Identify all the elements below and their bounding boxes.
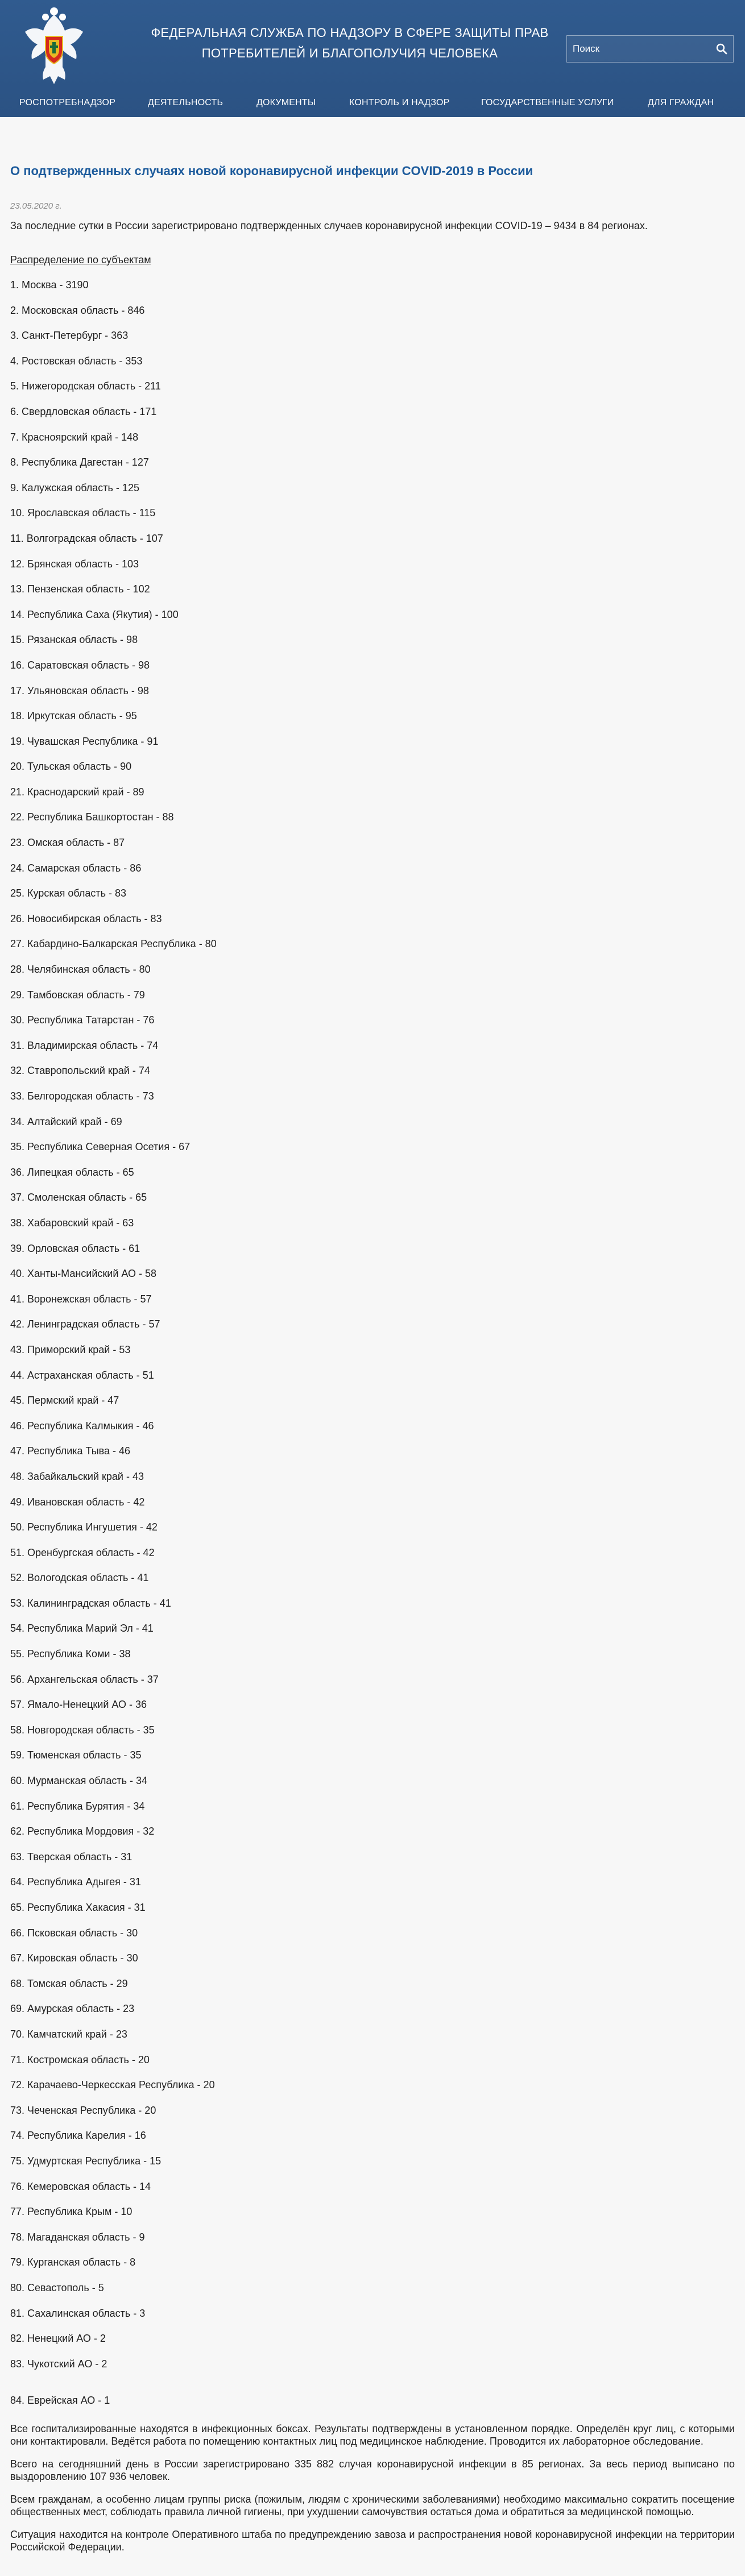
region-item: 83. Чукотский АО - 2 xyxy=(10,2358,107,2370)
article-paragraph: Все госпитализированные находятся в инфекционных боксах. Результаты подтверждены в установленном порядке. Определён круг лиц, с которыми они контактировали. Ведётся работа по помещению контактных лиц под медицинское наблюдение. Проводится их лабораторное обследование. xyxy=(10,2422,735,2447)
region-item: 12. Брянская область - 103 xyxy=(10,558,139,570)
site-header xyxy=(0,0,745,117)
region-item: 46. Республика Калмыкия - 46 xyxy=(10,1420,154,1432)
region-item: 45. Пермский край - 47 xyxy=(10,1395,119,1407)
region-item: 61. Республика Бурятия - 34 xyxy=(10,1800,145,1812)
region-item: 36. Липецкая область - 65 xyxy=(10,1166,134,1178)
region-item: 17. Ульяновская область - 98 xyxy=(10,685,149,696)
nav-item-rospotrebnadzor[interactable]: РОСПОТРЕБНАДЗОР xyxy=(19,98,116,107)
article-paragraph: Всего на сегодняшний день в России зарегистрировано 335 882 случая коронавирусной инфекции в 85 регионах. За весь период выписано по выздоровлению 107 936 человек. xyxy=(10,2458,735,2482)
region-item: 34. Алтайский край - 69 xyxy=(10,1115,122,1127)
region-item: 22. Республика Башкортостан - 88 xyxy=(10,811,174,823)
region-item: 38. Хабаровский край - 63 xyxy=(10,1217,134,1229)
region-item: 66. Псковская область - 30 xyxy=(10,1927,138,1939)
region-item: 7. Красноярский край - 148 xyxy=(10,431,139,443)
region-item: 65. Республика Хакасия - 31 xyxy=(10,1902,146,1913)
region-item: 23. Омская область - 87 xyxy=(10,837,125,849)
region-item: 32. Ставропольский край - 74 xyxy=(10,1065,150,1077)
region-item: 47. Республика Тыва - 46 xyxy=(10,1445,131,1457)
agency-name-line1: ФЕДЕРАЛЬНАЯ СЛУЖБА ПО НАДЗОРУ В СФЕРЕ ЗАЩИТЫ ПРАВ xyxy=(151,26,549,40)
region-item: 27. Кабардино-Балкарская Республика - 80 xyxy=(10,938,217,950)
region-item: 30. Республика Татарстан - 76 xyxy=(10,1014,155,1026)
region-item: 68. Томская область - 29 xyxy=(10,1977,128,1989)
region-item: 37. Смоленская область - 65 xyxy=(10,1192,147,1204)
region-item: 78. Магаданская область - 9 xyxy=(10,2231,145,2243)
article xyxy=(0,117,745,2563)
region-item: 6. Свердловская область - 171 xyxy=(10,405,157,417)
region-item: 21. Краснодарский край - 89 xyxy=(10,786,144,798)
region-item: 4. Ростовская область - 353 xyxy=(10,355,143,367)
region-item: 43. Приморский край - 53 xyxy=(10,1343,131,1355)
nav-item-for-citizens[interactable]: ДЛЯ ГРАЖДАН xyxy=(648,98,714,107)
agency-name xyxy=(145,23,554,64)
region-item: 14. Республика Саха (Якутия) - 100 xyxy=(10,608,179,620)
region-item: 84. Еврейская АО - 1 xyxy=(10,2395,110,2407)
region-item: 48. Забайкальский край - 43 xyxy=(10,1470,144,1482)
region-item: 26. Новосибирская область - 83 xyxy=(10,912,162,924)
region-item: 77. Республика Крым - 10 xyxy=(10,2206,133,2218)
magnifier-icon xyxy=(716,43,727,55)
region-item: 25. Курская область - 83 xyxy=(10,887,127,899)
search-input[interactable] xyxy=(567,43,710,55)
nav-item-activity[interactable]: ДЕЯТЕЛЬНОСТЬ xyxy=(148,98,224,107)
region-item: 13. Пензенская область - 102 xyxy=(10,583,150,595)
region-item: 67. Кировская область - 30 xyxy=(10,1952,138,1964)
region-item: 2. Московская область - 846 xyxy=(10,304,145,316)
region-item: 70. Камчатский край - 23 xyxy=(10,2028,127,2040)
region-item: 16. Саратовская область - 98 xyxy=(10,659,150,671)
search-box xyxy=(566,35,734,63)
nav-item-documents[interactable]: ДОКУМЕНТЫ xyxy=(256,98,316,107)
region-item: 76. Кемеровская область - 14 xyxy=(10,2180,151,2192)
region-item: 59. Тюменская область - 35 xyxy=(10,1749,142,1761)
main-nav xyxy=(0,89,745,117)
region-item: 11. Волгоградская область - 107 xyxy=(10,532,163,544)
article-paragraph: Всем гражданам, а особенно лицам группы риска (пожилым, людям с хроническими заболеваниями) необходимо максимально сократить посещение общественных мест, соблюдать правила личной гигиены, при ухудшении самочувствия остаться дома и обратиться за медицинской помощью. xyxy=(10,2493,735,2517)
region-item: 72. Карачаево-Черкесская Республика - 20 xyxy=(10,2079,215,2091)
coat-of-arms-emblem[interactable] xyxy=(20,5,88,89)
region-item: 75. Удмуртская Республика - 15 xyxy=(10,2155,162,2167)
region-item: 57. Ямало-Ненецкий АО - 36 xyxy=(10,1699,147,1711)
region-item: 19. Чувашская Республика - 91 xyxy=(10,735,159,747)
region-item: 33. Белгородская область - 73 xyxy=(10,1090,154,1102)
region-item: 41. Воронежская область - 57 xyxy=(10,1293,152,1305)
region-item: 74. Республика Карелия - 16 xyxy=(10,2130,146,2142)
region-item: 79. Курганская область - 8 xyxy=(10,2256,136,2268)
region-item: 20. Тульская область - 90 xyxy=(10,761,132,773)
region-item: 53. Калининградская область - 41 xyxy=(10,1597,171,1609)
region-item: 55. Республика Коми - 38 xyxy=(10,1648,131,1660)
region-item: 73. Чеченская Республика - 20 xyxy=(10,2104,156,2116)
article-intro: За последние сутки в России зарегистрировано подтвержденных случаев коронавирусной инфекции COVID-19 – 9434 в 84 регионах. xyxy=(10,220,648,231)
region-item: 10. Ярославская область - 115 xyxy=(10,507,156,519)
region-item: 24. Самарская область - 86 xyxy=(10,862,142,874)
search-button[interactable] xyxy=(710,36,733,62)
article-paragraph: Ситуация находится на контроле Оперативного штаба по предупреждению завоза и распространения новой коронавирусной инфекции на территории Российской Федерации. xyxy=(10,2528,735,2553)
region-item: 18. Иркутская область - 95 xyxy=(10,710,137,722)
region-item: 52. Вологодская область - 41 xyxy=(10,1572,149,1584)
region-item: 51. Оренбургская область - 42 xyxy=(10,1546,155,1558)
region-item: 15. Рязанская область - 98 xyxy=(10,634,138,646)
nav-item-public-services[interactable]: ГОСУДАРСТВЕННЫЕ УСЛУГИ xyxy=(481,98,614,107)
agency-name-line2: ПОТРЕБИТЕЛЕЙ И БЛАГОПОЛУЧИЯ ЧЕЛОВЕКА xyxy=(201,46,498,60)
region-item: 60. Мурманская область - 34 xyxy=(10,1775,148,1787)
region-item: 56. Архангельская область - 37 xyxy=(10,1673,159,1685)
article-paragraphs xyxy=(10,2422,735,2553)
region-item: 71. Костромская область - 20 xyxy=(10,2054,150,2065)
region-item: 1. Москва - 3190 xyxy=(10,279,89,291)
region-item: 49. Ивановская область - 42 xyxy=(10,1496,145,1508)
region-item: 35. Республика Северная Осетия - 67 xyxy=(10,1141,191,1153)
region-item: 64. Республика Адыгея - 31 xyxy=(10,1876,141,1888)
region-item: 50. Республика Ингушетия - 42 xyxy=(10,1521,158,1533)
region-item: 5. Нижегородская область - 211 xyxy=(10,380,161,392)
region-item: 81. Сахалинская область - 3 xyxy=(10,2307,146,2319)
nav-item-control[interactable]: КОНТРОЛЬ И НАДЗОР xyxy=(349,98,450,107)
regions-subheading: Распределение по субъектам xyxy=(10,254,151,266)
region-item: 8. Республика Дагестан - 127 xyxy=(10,457,149,468)
region-item: 63. Тверская область - 31 xyxy=(10,1851,133,1862)
region-item: 80. Севастополь - 5 xyxy=(10,2282,104,2293)
region-item: 44. Астраханская область - 51 xyxy=(10,1369,154,1381)
region-item: 82. Ненецкий АО - 2 xyxy=(10,2333,106,2345)
region-item: 69. Амурская область - 23 xyxy=(10,2003,135,2015)
region-item: 42. Ленинградская область - 57 xyxy=(10,1318,160,1330)
region-item: 3. Санкт-Петербург - 363 xyxy=(10,330,129,342)
region-item: 31. Владимирская область - 74 xyxy=(10,1039,159,1051)
region-item: 29. Тамбовская область - 79 xyxy=(10,989,145,1001)
region-item: 62. Республика Мордовия - 32 xyxy=(10,1826,155,1837)
region-item: 39. Орловская область - 61 xyxy=(10,1242,140,1254)
article-title: О подтвержденных случаях новой коронавирусной инфекции COVID-2019 в России xyxy=(10,164,533,178)
region-item: 58. Новгородская область - 35 xyxy=(10,1724,155,1736)
regions-list xyxy=(10,278,735,2419)
article-date: 23.05.2020 г. xyxy=(10,201,62,211)
region-item: 28. Челябинская область - 80 xyxy=(10,964,151,976)
region-item: 40. Ханты-Мансийский АО - 58 xyxy=(10,1268,157,1280)
region-item: 9. Калужская область - 125 xyxy=(10,482,139,493)
region-item: 54. Республика Марий Эл - 41 xyxy=(10,1623,154,1635)
